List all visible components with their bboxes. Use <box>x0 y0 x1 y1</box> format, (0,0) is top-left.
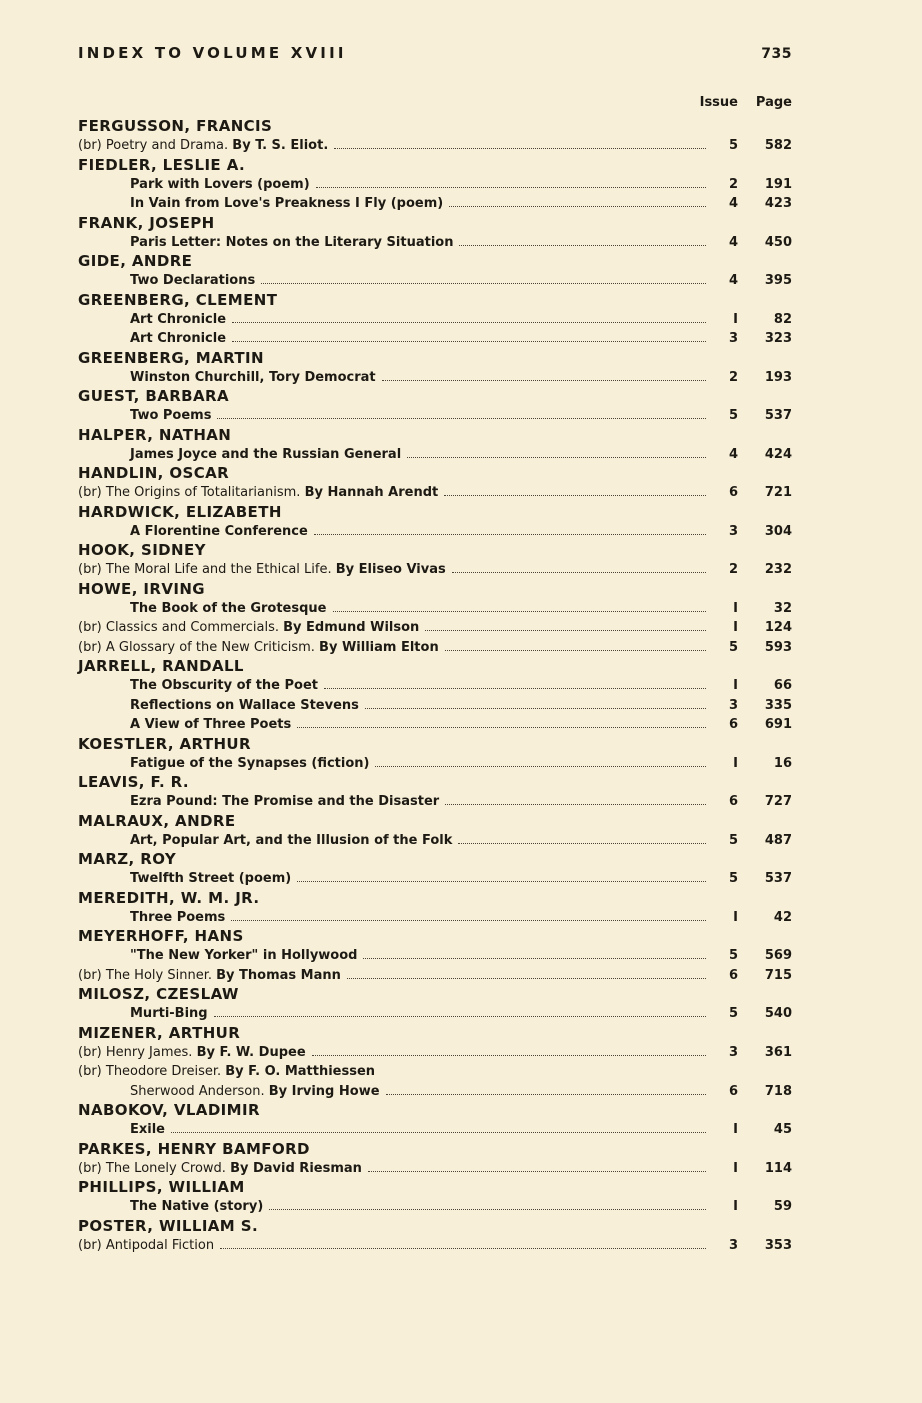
entry-reviewed-author: By F. O. Matthiessen <box>225 1064 376 1079</box>
entry-reviewed-author: By Hannah Arendt <box>304 485 439 500</box>
dot-leader <box>407 457 706 458</box>
author-name: KOESTLER, ARTHUR <box>78 734 251 753</box>
entry-title: Exile <box>130 1122 165 1137</box>
dot-leader <box>312 1055 706 1056</box>
index-entry <box>78 869 792 889</box>
index-entry <box>78 483 792 503</box>
author-name: FRANK, JOSEPH <box>78 213 215 232</box>
author-name: JARRELL, RANDALL <box>78 657 244 675</box>
index-entry <box>78 831 792 851</box>
index-entry <box>78 406 792 426</box>
author-name: HANDLIN, OSCAR <box>78 464 230 482</box>
entry-reviewed-author: By Edmund Wilson <box>283 620 420 635</box>
entry-title-text: Sherwood Anderson. <box>130 1083 269 1099</box>
index-entry <box>78 618 792 638</box>
entry-title: A Florentine Conference <box>130 523 308 539</box>
entry-title-text: (br) The Origins of Totalitarianism. <box>78 485 305 500</box>
index-entry <box>78 696 792 716</box>
index-entry <box>78 310 792 330</box>
index-entry <box>78 560 792 580</box>
author-name: FERGUSSON, FRANCIS <box>78 117 273 135</box>
entry-title <box>78 1159 362 1179</box>
entry-page: 540 <box>764 1006 792 1021</box>
entry-issue: 5 <box>728 871 738 886</box>
page-number: 735 <box>761 46 792 62</box>
entry-title <box>78 638 439 658</box>
dot-leader <box>445 804 706 805</box>
entry-issue: 3 <box>728 331 738 346</box>
dot-leader <box>334 148 706 149</box>
dot-leader <box>425 630 706 631</box>
dot-leader <box>269 1209 706 1210</box>
author-name: HARDWICK, ELIZABETH <box>78 502 282 521</box>
entry-title-text: (br) Classics and Commercials. <box>78 620 284 635</box>
entry-title-text: (br) A Glossary of the New Criticism. <box>78 639 320 655</box>
entry-reviewed-author: By Thomas Mann <box>216 967 341 983</box>
entry-page: 323 <box>764 331 792 346</box>
entry-page: 450 <box>764 234 792 250</box>
index-entry <box>78 175 792 195</box>
entry-page: 353 <box>764 1237 792 1253</box>
dot-leader <box>368 1171 706 1172</box>
index-entry <box>78 946 792 966</box>
author-name: POSTER, WILLIAM S. <box>78 1216 259 1235</box>
entry-issue: 4 <box>728 196 738 211</box>
author-name: HOWE, IRVING <box>78 579 206 598</box>
index-title: INDEX TO VOLUME XVIII <box>78 44 347 62</box>
entry-page: 42 <box>773 909 792 925</box>
entry-issue: 3 <box>728 1237 738 1253</box>
entry-title <box>78 560 446 580</box>
index-entry <box>78 522 792 542</box>
entry-issue: 5 <box>728 1006 738 1021</box>
entry-title: Art Chronicle <box>130 331 227 346</box>
entry-issue: I <box>733 620 738 635</box>
entry-page: 727 <box>764 794 792 809</box>
index-entry <box>78 1159 792 1179</box>
entry-page: 424 <box>764 446 792 462</box>
entry-title: (br) Antipodal Fiction <box>78 1237 215 1253</box>
entry-title <box>78 966 341 986</box>
entry-reviewed-author: By Eliseo Vivas <box>335 562 446 577</box>
dot-leader <box>449 206 706 207</box>
entry-issue: 5 <box>728 948 738 963</box>
author-name: PARKES, HENRY BAMFORD <box>78 1139 310 1158</box>
dot-leader <box>452 572 706 573</box>
entry-page: 395 <box>764 273 792 288</box>
entry-issue: 3 <box>728 1044 738 1060</box>
entry-title: "The New Yorker" in Hollywood <box>130 948 358 963</box>
entry-title: Murti-Bing <box>130 1006 208 1021</box>
entry-title: Fatigue of the Synapses (fiction) <box>130 755 370 771</box>
entry-issue: 4 <box>728 273 738 288</box>
entry-title-text: (br) The Holy Sinner. <box>78 967 217 983</box>
entry-title-text: (br) The Lonely Crowd. <box>78 1160 231 1176</box>
dot-leader <box>458 843 706 844</box>
author-name: FIEDLER, LESLIE A. <box>78 155 246 174</box>
entry-page: 569 <box>764 948 792 963</box>
entry-page: 582 <box>764 138 792 153</box>
entry-page: 193 <box>764 369 792 385</box>
entry-issue: I <box>733 1160 738 1176</box>
entry-page: 82 <box>773 311 792 327</box>
index-entry <box>78 271 792 291</box>
dot-leader <box>386 1094 706 1095</box>
dot-leader <box>232 341 706 342</box>
entry-page: 114 <box>764 1160 792 1176</box>
entry-title: Art Chronicle <box>130 311 227 327</box>
entry-issue: 6 <box>728 485 738 500</box>
author-name: GIDE, ANDRE <box>78 252 193 270</box>
entry-title: The Obscurity of the Poet <box>130 678 319 693</box>
dot-leader <box>382 380 706 381</box>
dot-leader <box>297 727 706 728</box>
author-name: MALRAUX, ANDRE <box>78 811 236 830</box>
entry-page: 335 <box>764 697 792 713</box>
dot-leader <box>314 534 706 535</box>
entry-page: 16 <box>773 755 792 771</box>
dot-leader <box>214 1016 706 1017</box>
entry-title: Park with Lovers (poem) <box>130 176 310 192</box>
entry-issue: 6 <box>728 967 738 983</box>
entry-page: 593 <box>764 639 792 655</box>
dot-leader <box>171 1132 706 1133</box>
entry-page: 66 <box>773 678 792 693</box>
index-entry <box>78 1004 792 1024</box>
entry-title <box>78 483 438 503</box>
entry-issue: I <box>733 678 738 693</box>
entry-title: In Vain from Love's Preakness I Fly (poem) <box>130 196 444 211</box>
author-name: PHILLIPS, WILLIAM <box>78 1178 245 1196</box>
entry-reviewed-author: By William Elton <box>319 639 439 655</box>
entry-issue: 6 <box>728 717 738 732</box>
entry-issue: I <box>733 755 738 771</box>
author-name: HALPER, NATHAN <box>78 425 232 444</box>
entry-issue: 3 <box>728 523 738 539</box>
entry-issue: I <box>733 311 738 327</box>
entry-title: Art, Popular Art, and the Illusion of the Folk <box>130 832 453 848</box>
author-name: GREENBERG, MARTIN <box>78 348 264 367</box>
entry-issue: 4 <box>728 234 738 250</box>
entry-page: 124 <box>764 620 792 635</box>
index-entry <box>78 676 792 696</box>
entry-issue: 5 <box>728 832 738 848</box>
index-entry <box>78 599 792 619</box>
index-entry <box>78 368 792 388</box>
entry-title: (br) Theodore Dreiser. <box>78 1064 226 1079</box>
dot-leader <box>232 322 706 323</box>
dot-leader <box>297 881 706 882</box>
dot-leader <box>365 708 706 709</box>
entry-page: 715 <box>764 967 792 983</box>
index-entry <box>78 638 792 658</box>
entry-title: The Native (story) <box>130 1199 264 1214</box>
entry-title: Twelfth Street (poem) <box>130 871 292 886</box>
entry-issue: 2 <box>728 562 738 577</box>
index-entry <box>78 908 792 928</box>
index-entry <box>78 136 792 156</box>
entry-issue: 5 <box>728 408 738 423</box>
entry-issue: 5 <box>728 138 738 153</box>
dot-leader <box>217 418 706 419</box>
entry-page: 691 <box>764 717 792 732</box>
dot-leader <box>375 766 706 767</box>
author-name: GREENBERG, CLEMENT <box>78 290 278 309</box>
entry-page: 721 <box>764 485 792 500</box>
entry-page: 45 <box>773 1122 792 1137</box>
entry-page: 361 <box>764 1044 792 1060</box>
entry-page: 537 <box>764 408 792 423</box>
entry-issue: 6 <box>728 794 738 809</box>
dot-leader <box>445 650 706 651</box>
entry-line <box>78 1062 792 1082</box>
entry-title: James Joyce and the Russian General <box>130 446 402 462</box>
entry-title-text: (br) Henry James. <box>78 1044 197 1060</box>
dot-leader <box>316 187 706 188</box>
index-list <box>78 117 792 1255</box>
index-entry <box>78 233 792 253</box>
entry-title <box>130 1082 380 1102</box>
dot-leader <box>459 245 706 246</box>
entry-issue: 3 <box>728 697 738 713</box>
entry-issue: 4 <box>728 446 738 462</box>
entry-issue: I <box>733 1122 738 1137</box>
dot-leader <box>220 1248 706 1249</box>
index-entry <box>78 194 792 214</box>
author-name: HOOK, SIDNEY <box>78 541 206 559</box>
index-entry <box>78 754 792 774</box>
entry-issue: 6 <box>728 1083 738 1099</box>
index-entry <box>78 329 792 349</box>
entry-issue: I <box>733 1199 738 1214</box>
dot-leader <box>324 688 706 689</box>
entry-reviewed-author: By David Riesman <box>230 1160 362 1176</box>
author-name: MEYERHOFF, HANS <box>78 927 244 945</box>
entry-title: A View of Three Poets <box>130 717 292 732</box>
entry-title: Two Declarations <box>130 273 256 288</box>
entry-title: Winston Churchill, Tory Democrat <box>130 369 376 385</box>
entry-issue: 2 <box>728 176 738 192</box>
dot-leader <box>363 958 706 959</box>
entry-title: The Book of the Grotesque <box>130 600 327 616</box>
entry-reviewed-author: By Irving Howe <box>268 1083 380 1099</box>
entry-title <box>78 136 328 156</box>
entry-title <box>78 1043 306 1063</box>
entry-page: 487 <box>764 832 792 848</box>
dot-leader <box>333 611 707 612</box>
index-entry <box>78 1120 792 1140</box>
entry-issue: 5 <box>728 639 738 655</box>
author-name: MIZENER, ARTHUR <box>78 1023 241 1042</box>
entry-title <box>78 618 419 638</box>
column-headers <box>678 95 792 110</box>
entry-page: 304 <box>764 523 792 539</box>
entry-issue: I <box>733 909 738 925</box>
author-name: MEREDITH, W. M. JR. <box>78 888 260 907</box>
entry-page: 32 <box>773 600 792 616</box>
author-name: MARZ, ROY <box>78 850 177 868</box>
entry-page: 191 <box>764 176 792 192</box>
entry-title: Ezra Pound: The Promise and the Disaster <box>130 794 440 809</box>
page-header <box>78 44 792 62</box>
entry-title: Reflections on Wallace Stevens <box>130 697 359 713</box>
entry-page: 718 <box>764 1083 792 1099</box>
index-entry <box>78 445 792 465</box>
entry-page: 537 <box>764 871 792 886</box>
entry-title: Paris Letter: Notes on the Literary Situation <box>130 234 454 250</box>
entry-title-text: (br) Poetry and Drama. <box>78 138 233 153</box>
index-entry <box>78 715 792 735</box>
page-column-header: Page <box>755 95 792 110</box>
author-name: GUEST, BARBARA <box>78 387 229 405</box>
entry-reviewed-author: By F. W. Dupee <box>196 1044 306 1060</box>
index-entry <box>78 1043 792 1063</box>
index-entry <box>78 1236 792 1256</box>
author-name: LEAVIS, F. R. <box>78 773 189 791</box>
entry-issue: 2 <box>728 369 738 385</box>
entry-page: 232 <box>764 562 792 577</box>
issue-column-header: Issue <box>699 95 738 110</box>
index-entry <box>78 966 792 986</box>
author-name: MILOSZ, CZESLAW <box>78 985 239 1003</box>
entry-title: Three Poems <box>130 909 226 925</box>
index-entry <box>78 1197 792 1217</box>
index-entry <box>78 1082 792 1102</box>
author-name: NABOKOV, VLADIMIR <box>78 1101 260 1119</box>
dot-leader <box>261 283 706 284</box>
entry-title-text: (br) The Moral Life and the Ethical Life. <box>78 562 336 577</box>
dot-leader <box>231 920 706 921</box>
dot-leader <box>444 495 706 496</box>
entry-reviewed-author: By T. S. Eliot. <box>232 138 329 153</box>
index-entry <box>78 792 792 812</box>
entry-page: 423 <box>764 196 792 211</box>
dot-leader <box>347 978 706 979</box>
entry-page: 59 <box>773 1199 792 1214</box>
entry-issue: I <box>733 600 738 616</box>
entry-title: Two Poems <box>130 408 212 423</box>
